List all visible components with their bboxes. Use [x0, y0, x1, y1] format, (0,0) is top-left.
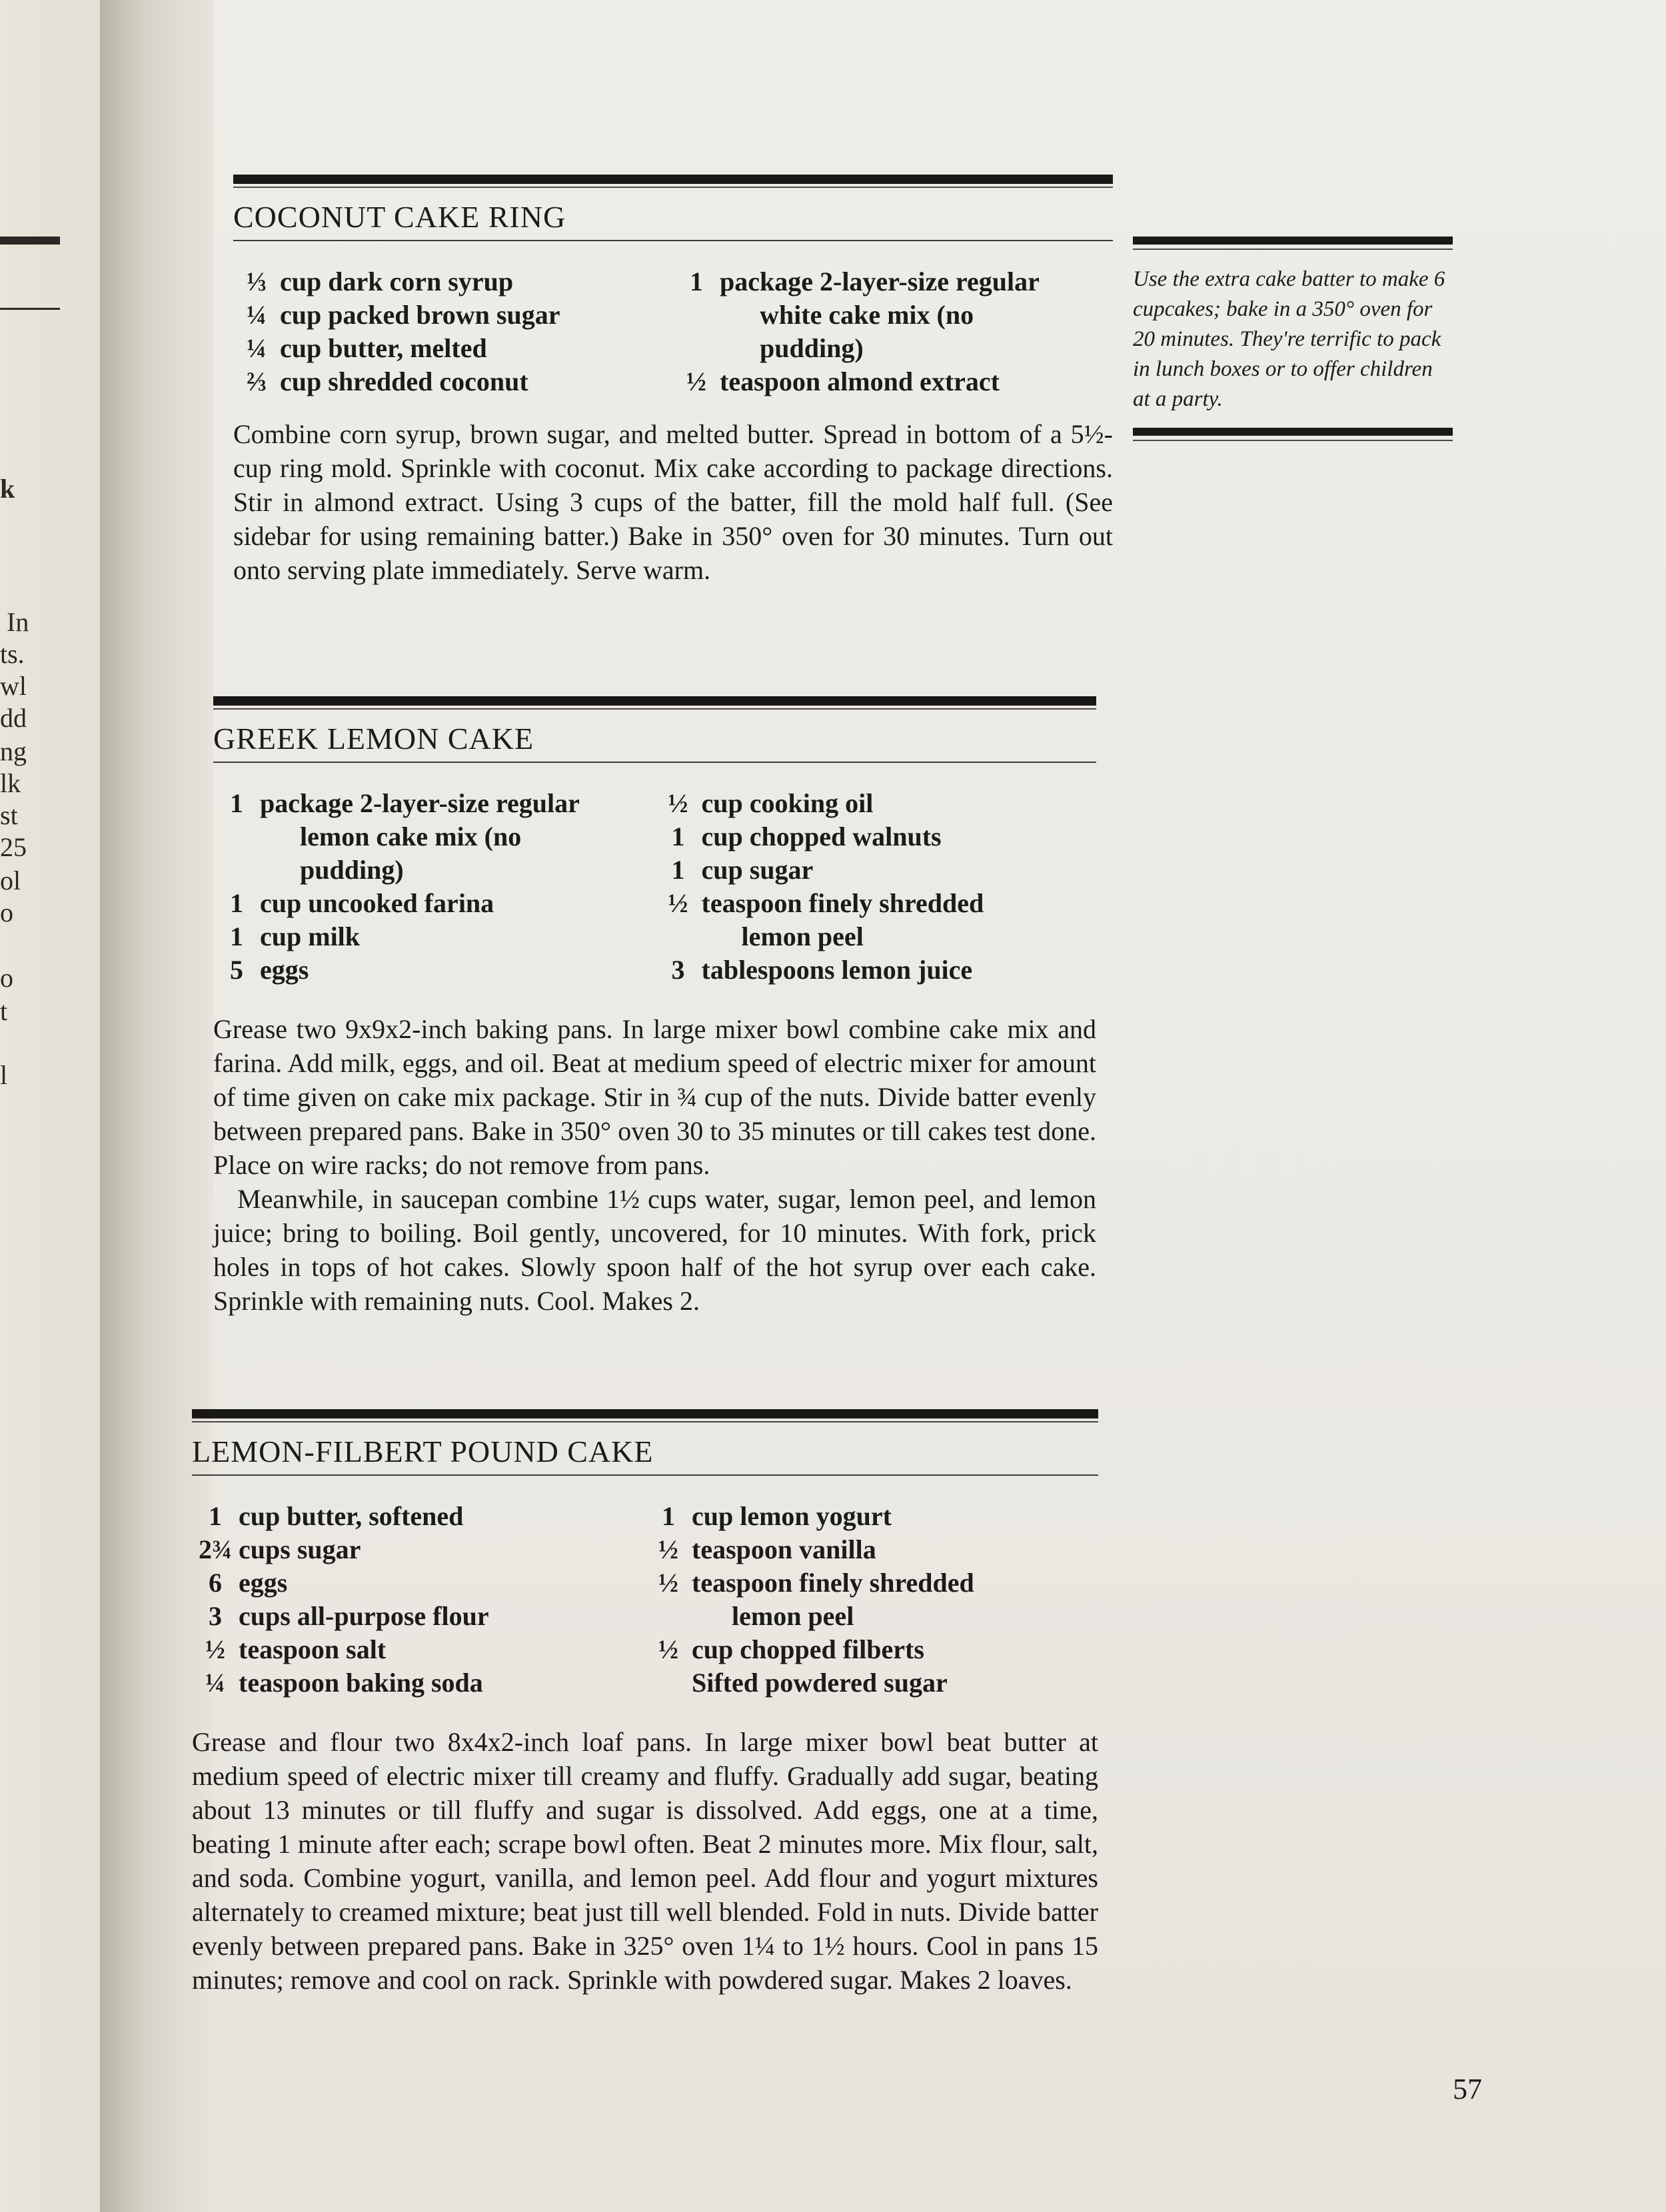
ingredient-text: cup milk — [260, 921, 361, 951]
ingredient-qty — [645, 1666, 692, 1700]
ingredient-column-right — [673, 265, 1113, 398]
ingredient-column-left — [192, 1500, 645, 1700]
ingredient-qty: ½ — [658, 1568, 678, 1598]
ingredient-item — [655, 787, 1097, 820]
title-underline — [192, 1474, 1098, 1476]
sidebar-note — [1133, 237, 1453, 442]
ingredient-item — [655, 920, 1097, 953]
ingredient-item — [655, 820, 1097, 853]
recipe-coconut-cake-ring — [233, 175, 1113, 587]
left-page-fragment: o — [0, 897, 13, 927]
ingredient-qty: 1 — [209, 1501, 222, 1531]
ingredient-text: cup shredded coconut — [280, 366, 528, 396]
title-underline — [213, 762, 1096, 763]
ingredient-qty — [645, 1600, 692, 1633]
ingredient-item — [192, 1600, 645, 1633]
ingredient-qty: ¼ — [247, 333, 267, 363]
ingredient-text: cup butter, melted — [280, 333, 487, 363]
ingredient-list — [213, 787, 1096, 987]
sidebar-rule-bottom — [1133, 428, 1453, 442]
ingredient-list — [233, 265, 1113, 398]
section-rule — [233, 175, 1113, 189]
ingredient-qty — [213, 853, 260, 887]
ingredient-item — [655, 953, 1097, 987]
ingredient-item — [192, 1533, 645, 1566]
ingredient-qty: 1 — [230, 921, 243, 951]
ingredient-column-right — [645, 1500, 1098, 1700]
ingredient-qty: 3 — [671, 955, 685, 985]
ingredient-item — [655, 853, 1097, 887]
ingredient-qty: ½ — [668, 788, 688, 818]
ingredient-item — [213, 853, 655, 887]
ingredient-qty: ½ — [686, 366, 706, 396]
ingredient-text: pudding) — [300, 855, 404, 885]
page-number: 57 — [1453, 2073, 1482, 2105]
ingredient-item — [673, 298, 1113, 332]
recipe-greek-lemon-cake — [213, 696, 1096, 1318]
ingredient-qty — [673, 298, 720, 332]
ingredient-item — [645, 1633, 1098, 1666]
ingredient-qty — [213, 820, 260, 853]
left-page-fragment: l — [0, 1060, 8, 1090]
ingredient-item — [233, 298, 673, 332]
ingredient-text: cup butter, softened — [239, 1501, 464, 1531]
ingredient-qty: ⅔ — [247, 366, 267, 396]
ingredient-text: teaspoon almond extract — [720, 366, 1000, 396]
recipe-lemon-filbert-pound-cake — [192, 1409, 1098, 1997]
recipe-directions — [213, 1012, 1096, 1318]
ingredient-qty: 1 — [690, 267, 703, 296]
left-page-fragment: wl — [0, 671, 27, 701]
left-page-fragment: o — [0, 963, 13, 993]
ingredient-text: teaspoon finely shredded — [701, 888, 984, 918]
ingredient-item — [645, 1566, 1098, 1600]
section-rule — [192, 1409, 1098, 1424]
ingredient-text: Sifted powdered sugar — [692, 1668, 948, 1698]
recipe-title: LEMON-FILBERT POUND CAKE — [192, 1434, 654, 1468]
ingredient-item — [233, 365, 673, 398]
ingredient-text: package 2-layer-size regular — [260, 788, 580, 818]
ingredient-item — [233, 332, 673, 365]
ingredient-text: cup lemon yogurt — [692, 1501, 892, 1531]
ingredient-text: pudding) — [760, 333, 864, 363]
ingredient-text: teaspoon baking soda — [239, 1668, 483, 1698]
ingredient-qty: ½ — [668, 888, 688, 918]
ingredient-qty: 1 — [671, 855, 685, 885]
ingredient-item — [192, 1500, 645, 1533]
recipe-title: COCONUT CAKE RING — [233, 200, 566, 234]
ingredient-qty: ⅓ — [247, 267, 267, 296]
ingredient-list — [192, 1500, 1098, 1700]
ingredient-qty: 1 — [662, 1501, 675, 1531]
ingredient-text: lemon peel — [741, 921, 864, 951]
title-underline — [233, 240, 1113, 241]
ingredient-item — [213, 787, 655, 820]
recipe-directions — [192, 1725, 1098, 1997]
ingredient-item — [213, 820, 655, 853]
ingredient-qty: 3 — [209, 1601, 222, 1631]
ingredient-qty: ¼ — [205, 1668, 225, 1698]
ingredient-qty: 6 — [209, 1568, 222, 1598]
ingredient-text: lemon cake mix (no — [300, 822, 522, 851]
ingredient-item — [192, 1633, 645, 1666]
ingredient-text: lemon peel — [732, 1601, 854, 1631]
ingredient-text: teaspoon vanilla — [692, 1534, 876, 1564]
left-page-rule — [0, 308, 60, 310]
left-page-fragment: 25 — [0, 832, 27, 862]
ingredient-text: eggs — [260, 955, 309, 985]
ingredient-item — [213, 887, 655, 920]
ingredient-text: cups all-purpose flour — [239, 1601, 489, 1631]
ingredient-text: cup chopped walnuts — [701, 822, 942, 851]
ingredient-item — [673, 265, 1113, 298]
ingredient-text: teaspoon salt — [239, 1634, 387, 1664]
ingredient-text: teaspoon finely shredded — [692, 1568, 974, 1598]
ingredient-text: cup cooking oil — [701, 788, 874, 818]
ingredient-text: cup dark corn syrup — [280, 267, 514, 296]
ingredient-qty — [673, 332, 720, 365]
recipe-title: GREEK LEMON CAKE — [213, 722, 534, 756]
left-page-fragment: dd — [0, 703, 27, 733]
ingredient-qty: ½ — [205, 1634, 225, 1664]
ingredient-text: cups sugar — [239, 1534, 361, 1564]
ingredient-text: package 2-layer-size regular — [720, 267, 1040, 296]
directions-paragraph: Grease and flour two 8x4x2-inch loaf pans. In large mixer bowl beat butter at medium speed of electric mixer till creamy and fluffy. Gradually add sugar, beating about 13 minutes or till fluffy and sugar is dissolved. Add eggs, one at a time, beating 1 minute after each; scrape bowl often. Beat 2 minutes more. Mix flour, salt, and soda. Combine yogurt, vanilla, and lemon peel. Add flour and yogurt mixtures alternately to creamed mixture; beat just till well blended. Fold in nuts. Divide batter evenly between prepared pans. Bake in 325° oven 1¼ to 1½ hours. Cool in pans 15 minutes; remove and cool on rack. Sprinkle with powdered sugar. Makes 2 loaves. — [192, 1727, 1098, 1995]
ingredient-qty: ¼ — [247, 300, 267, 330]
left-page-fragment: ng — [0, 736, 27, 766]
left-page-rule — [0, 237, 60, 245]
directions-paragraph: Grease two 9x9x2-inch baking pans. In large mixer bowl combine cake mix and farina. Add milk, eggs, and oil. Beat at medium speed of electric mixer for amount of time given on cake mix package. Stir in ¾ cup of the nuts. Divide batter evenly between prepared pans. Bake in 350° oven 30 to 35 minutes or till cakes test done. Place on wire racks; do not remove from pans. — [213, 1014, 1096, 1180]
ingredient-text: cup packed brown sugar — [280, 300, 560, 330]
ingredient-item — [192, 1566, 645, 1600]
ingredient-qty: 2¾ — [199, 1534, 232, 1564]
directions-paragraph: Combine corn syrup, brown sugar, and melted butter. Spread in bottom of a 5½-cup ring mold. Sprinkle with coconut. Mix cake according to package directions. Stir in almond extract. Using 3 cups of the batter, fill the mold half full. (See sidebar for using remaining batter.) Bake in 350° oven for 30 minutes. Turn out onto serving plate immediately. Serve warm. — [233, 419, 1113, 585]
ingredient-text: white cake mix (no — [760, 300, 974, 330]
ingredient-item — [213, 953, 655, 987]
ingredient-item — [645, 1666, 1098, 1700]
ingredient-text: cup sugar — [701, 855, 814, 885]
recipe-directions — [233, 417, 1113, 587]
ingredient-item — [673, 365, 1113, 398]
book-page — [192, 0, 1666, 2212]
ingredient-column-left — [233, 265, 673, 398]
ingredient-column-left — [213, 787, 655, 987]
left-page-fragment: ol — [0, 865, 21, 895]
ingredient-qty: 1 — [671, 822, 685, 851]
ingredient-text: cup uncooked farina — [260, 888, 494, 918]
ingredient-qty: 1 — [230, 788, 243, 818]
ingredient-qty: 5 — [230, 955, 243, 985]
ingredient-text: tablespoons lemon juice — [701, 955, 973, 985]
ingredient-item — [233, 265, 673, 298]
ingredient-item — [645, 1500, 1098, 1533]
directions-paragraph: Meanwhile, in saucepan combine 1½ cups water, sugar, lemon peel, and lemon juice; bring to boiling. Boil gently, uncovered, for 10 minutes. With fork, prick holes in tops of hot cakes. Slowly spoon half of the hot syrup over each cake. Sprinkle with remaining nuts. Cool. Makes 2. — [213, 1184, 1096, 1316]
ingredient-column-right — [655, 787, 1097, 987]
ingredient-item — [673, 332, 1113, 365]
ingredient-item — [655, 887, 1097, 920]
section-rule — [213, 696, 1096, 711]
ingredient-item — [645, 1533, 1098, 1566]
left-page-fragment: st — [0, 800, 18, 830]
ingredient-item — [645, 1600, 1098, 1633]
left-page-fragment: k — [0, 474, 15, 504]
left-page-fragment: ts. — [0, 639, 25, 669]
ingredient-qty — [655, 920, 702, 953]
sidebar-text: Use the extra cake batter to make 6 cupcakes; bake in a 350° oven for 20 minutes. They're terrific to pack in lunch boxes or to offer children at a party. — [1133, 267, 1445, 411]
ingredient-item — [192, 1666, 645, 1700]
ingredient-item — [213, 920, 655, 953]
left-page-fragment: lk — [0, 768, 21, 798]
ingredient-qty: 1 — [230, 888, 243, 918]
left-page-fragment: t — [0, 996, 8, 1026]
sidebar-rule-top — [1133, 237, 1453, 251]
left-page-fragment: In — [7, 607, 29, 637]
ingredient-qty: ½ — [658, 1634, 678, 1664]
ingredient-text: eggs — [239, 1568, 288, 1598]
ingredient-qty: ½ — [658, 1534, 678, 1564]
ingredient-text: cup chopped filberts — [692, 1634, 924, 1664]
